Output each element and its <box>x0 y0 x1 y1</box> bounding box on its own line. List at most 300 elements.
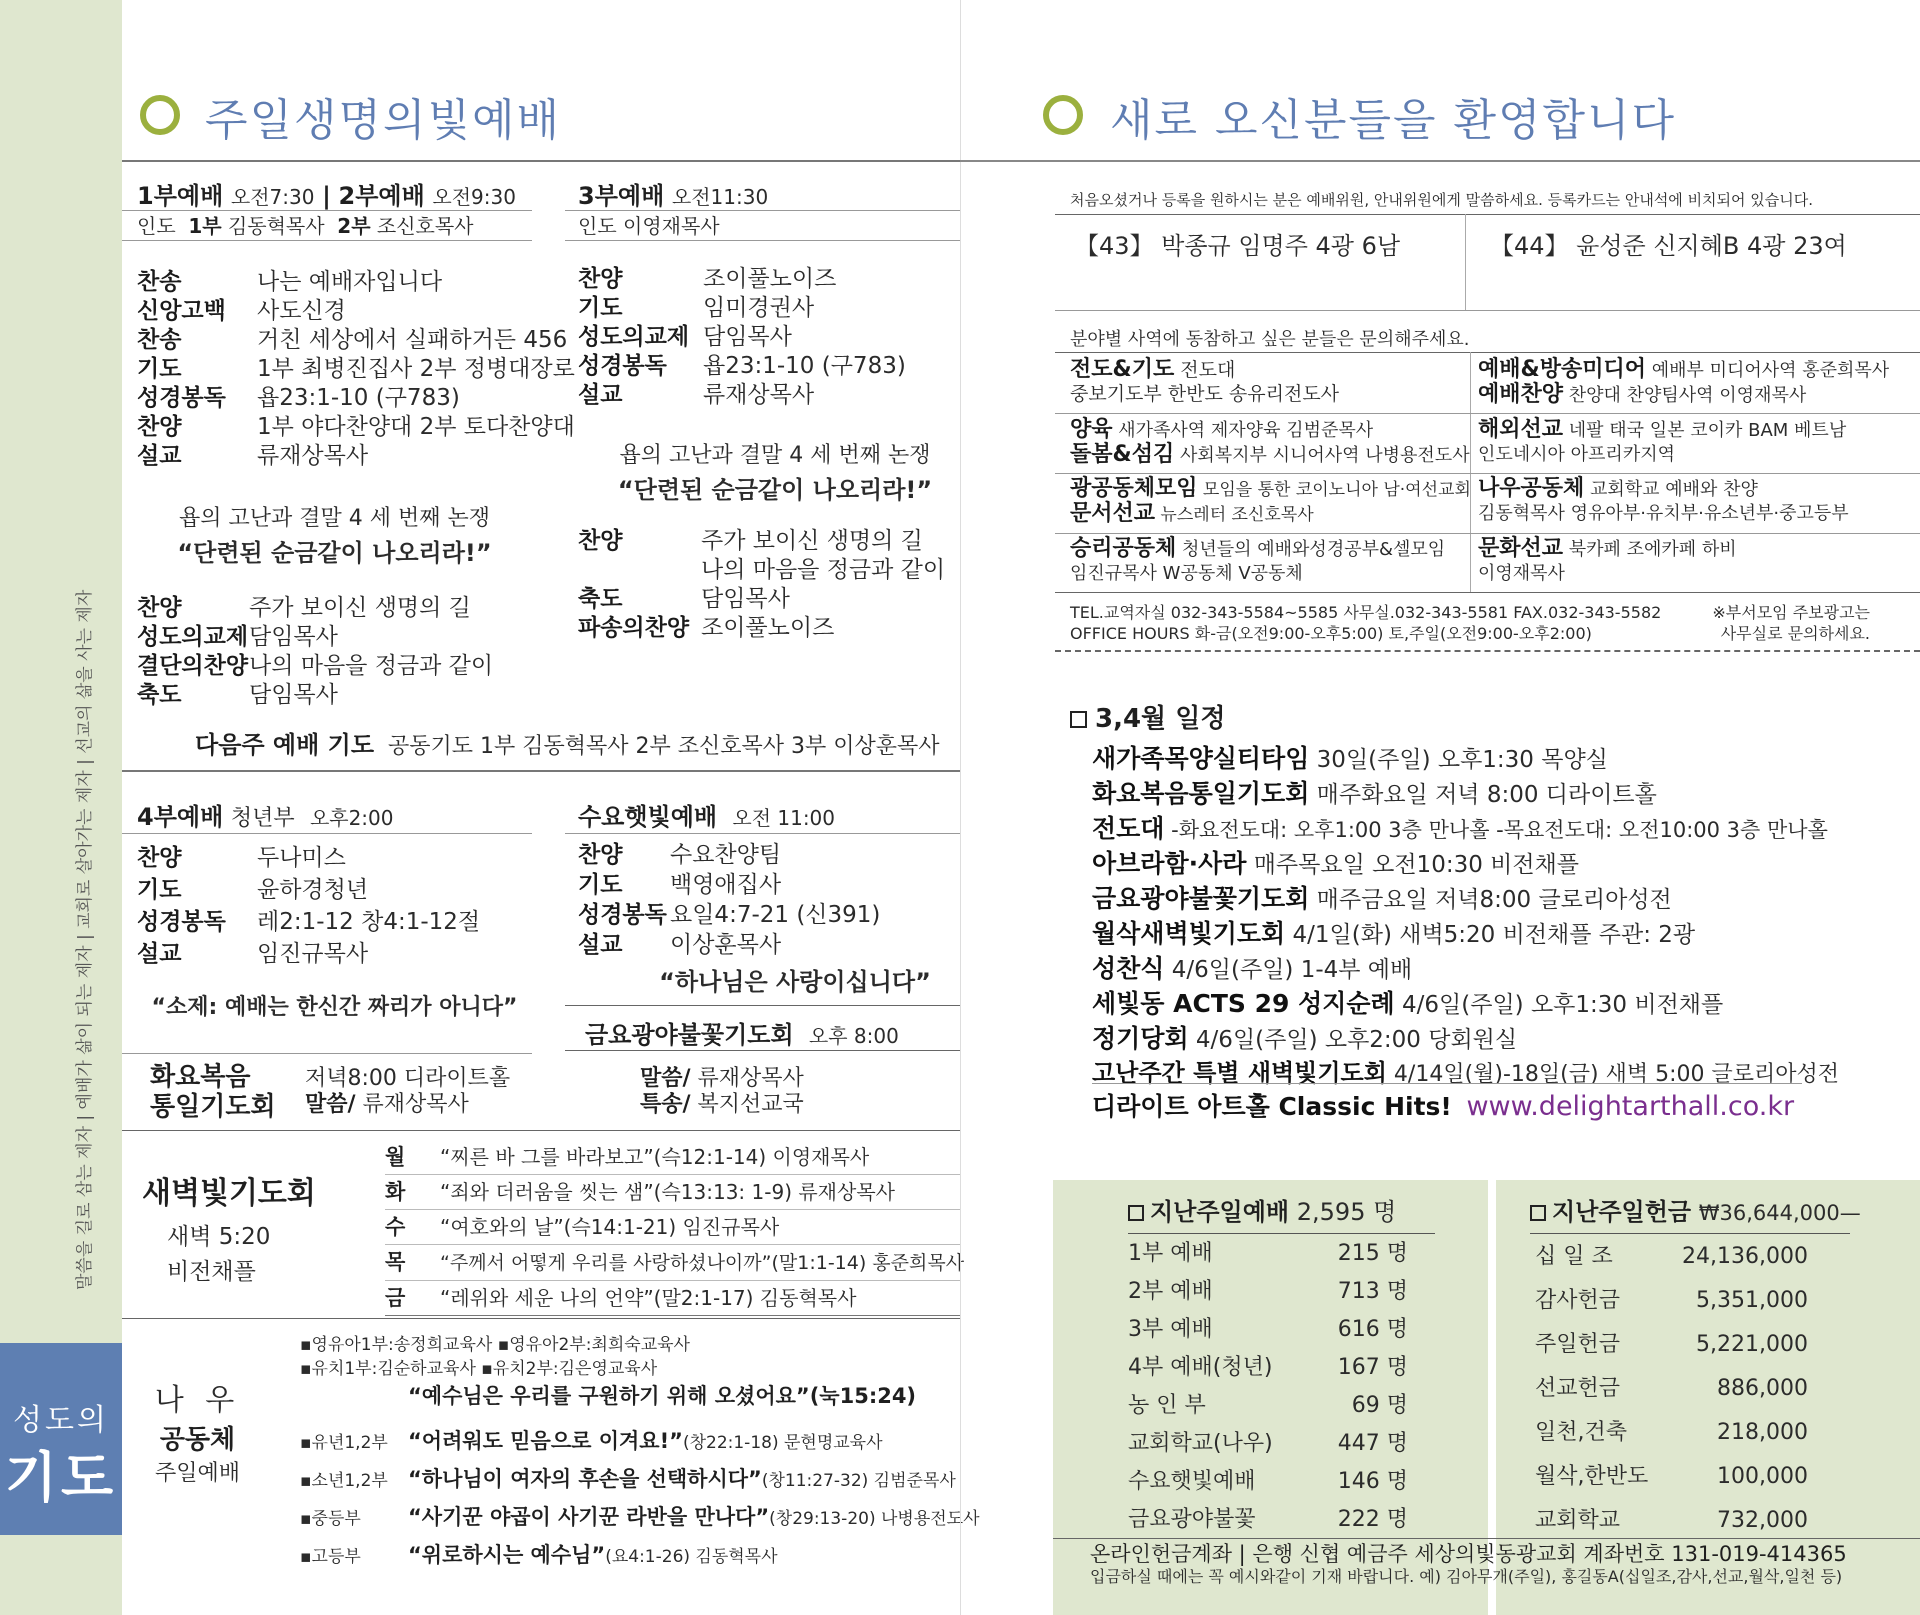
order-key: 찬송 <box>137 327 182 353</box>
order-key: 기도 <box>137 356 182 382</box>
nau-community <box>150 1375 245 1487</box>
order-key: 성도의교제 <box>578 324 690 350</box>
divider <box>1055 214 1920 215</box>
fri-detail-row <box>640 1092 804 1118</box>
fri-service-time: 오후 8:00 <box>808 1024 899 1048</box>
nau-item <box>300 1537 980 1575</box>
section-tab <box>0 1343 122 1535</box>
schedule-item <box>1092 987 1839 1022</box>
divider <box>1092 1083 1802 1084</box>
ministry-cell <box>1070 477 1471 527</box>
nau-label: 주일예배 <box>154 1461 240 1486</box>
order-key: 찬양 <box>578 842 623 868</box>
service-4-name: 4부예배 <box>137 803 224 831</box>
order-key: 성경봉독 <box>578 353 667 379</box>
order-key: 찬송 <box>137 269 182 295</box>
contact-note-line2: 사무실로 문의하세요. <box>1720 624 1870 643</box>
nau-item-title: “하나님이 여자의 후손을 선택하시다” <box>408 1467 762 1491</box>
offering-value: 218,000 <box>1717 1420 1808 1445</box>
service-4-order <box>137 842 480 970</box>
dawn-day: 수 <box>385 1215 406 1239</box>
order-key: 찬양 <box>137 845 182 871</box>
fri-detail-value: 류재상목사 <box>697 1066 804 1091</box>
order-key: 설교 <box>137 443 182 469</box>
nau-schedule <box>300 1333 980 1575</box>
order-key: 기도 <box>578 295 623 321</box>
dawn-day-row <box>385 1175 960 1210</box>
order-value: 윤하경청년 <box>257 877 369 903</box>
arthall-promo <box>1092 1090 1794 1125</box>
order-value: 임진규목사 <box>257 941 369 967</box>
schedule-item <box>1092 742 1839 777</box>
divider <box>122 240 532 241</box>
order-key: 찬양 <box>137 414 182 440</box>
dawn-day: 목 <box>385 1250 406 1274</box>
order-value: 이상훈목사 <box>670 932 782 958</box>
dawn-prayer-list <box>385 1140 965 1316</box>
divider <box>565 240 960 241</box>
section-tab-line2: 기도 <box>4 1446 118 1509</box>
fri-detail-value: 복지선교국 <box>697 1092 804 1117</box>
offering-total: ₩36,644,000— <box>1698 1201 1861 1225</box>
offering-value: 5,221,000 <box>1696 1332 1808 1357</box>
next-week-prayer <box>195 731 940 761</box>
order-key: 성경봉독 <box>137 909 226 935</box>
ministry-cell <box>1478 537 1737 586</box>
order-row <box>137 906 480 938</box>
dawn-day-text: “죄와 더러움을 씻는 샘”(슥13:13: 1-9) 류재상목사 <box>440 1180 895 1204</box>
order-value: 조이풀노이즈 <box>701 615 835 641</box>
tue-detail-value: 류재상목사 <box>362 1092 469 1117</box>
schedule-value: 매주금요일 저녁8:00 글로리아성전 <box>1316 887 1672 913</box>
ministry-key2: 문서선교 <box>1070 501 1156 526</box>
tue-name-line1: 화요복음 <box>150 1062 251 1092</box>
dawn-prayer-place: 비전채플 <box>167 1259 256 1285</box>
nau-item-dept: ▪유년1,2부 <box>300 1433 388 1453</box>
tue-detail-time: 저녁8:00 디라이트홀 <box>305 1066 511 1091</box>
order-value: 나는 예배자입니다 <box>257 269 443 295</box>
offering-row <box>1535 1279 1808 1323</box>
order-value: 나의 마음을 정금과 같이 <box>249 653 494 679</box>
nau-item-ref: (요4:1-26) 김동혁목사 <box>605 1547 778 1567</box>
page-title-right: 새로 오신분들을 환영합니다 <box>1110 95 1677 146</box>
service-3-name: 3부예배 <box>578 182 665 210</box>
ministry-value: 전도대 <box>1180 359 1236 381</box>
order-value: 나의 마음을 정금과 같이 <box>701 557 946 583</box>
nau-item-ref: (창22:1-18) 문현명교육사 <box>682 1433 883 1453</box>
attendance-row <box>1128 1235 1408 1273</box>
divider <box>122 1053 532 1054</box>
arthall-url[interactable]: www.delightarthall.co.kr <box>1466 1091 1795 1122</box>
fri-detail-key: 말씀/ <box>640 1066 691 1091</box>
wed-service-sermon: “하나님은 사랑이십니다” <box>659 968 931 996</box>
ministry-value2: 중보기도부 한반도 송유리전도사 <box>1070 383 1340 405</box>
schedule-item <box>1092 847 1839 882</box>
order-row <box>578 556 945 585</box>
ministry-key: 양육 <box>1070 417 1113 442</box>
order-key: 설교 <box>137 941 182 967</box>
service-1-name: 1부예배 <box>137 182 224 210</box>
account-line: 온라인헌금계좌 | 은행 신협 예금주 세상의빛동광교회 계좌번호 131-019-414365 <box>1090 1542 1847 1566</box>
dawn-day: 월 <box>385 1145 406 1169</box>
attendance-value: 215 명 <box>1337 1241 1408 1266</box>
attendance-value: 167 명 <box>1337 1355 1408 1380</box>
divider <box>122 770 960 772</box>
offering-row <box>1535 1323 1808 1367</box>
order-key: 축도 <box>578 586 623 612</box>
schedule-value: 4/6일(주일) 오후1:30 비전채플 <box>1402 992 1724 1018</box>
schedule-item <box>1092 917 1839 952</box>
order-row <box>578 294 906 323</box>
ministry-key: 예배&방송미디어 <box>1478 357 1646 382</box>
leader-part2: 2부 <box>337 214 371 238</box>
ministry-value2: 찬양대 찬양팀사역 이영재목사 <box>1568 385 1807 406</box>
nau-item-ref: (창11:27-32) 김범준목사 <box>761 1471 956 1491</box>
dawn-day: 화 <box>385 1180 406 1204</box>
service-4-time: 오후2:00 <box>309 806 394 830</box>
newcomer-notice: 처음오셨거나 등록을 원하시는 분은 예배위원, 안내위원에게 말씀하세요. 등록카드는 안내석에 비치되어 있습니다. <box>1070 191 1814 209</box>
order-value: 1부 최병진집사 2부 정병대장로 <box>257 356 575 382</box>
schedule-value: 4/1일(화) 새벽5:20 비전채플 주관: 2광 <box>1292 922 1696 948</box>
order-value: 담임목사 <box>703 324 792 350</box>
offering-row <box>1535 1411 1808 1455</box>
attendance-row <box>1128 1273 1408 1311</box>
order-row <box>137 874 480 906</box>
dawn-day-row <box>385 1210 960 1245</box>
schedule-item <box>1092 882 1839 917</box>
divider <box>122 1318 960 1319</box>
dawn-day-row <box>385 1140 960 1175</box>
dawn-day-text: “주께서 어떻게 우리를 사랑하셨나이까”(말1:1-14) 홍준희목사 <box>440 1252 965 1274</box>
ministry-value: 교회학교 예배와 찬양 <box>1590 479 1758 500</box>
nau-item <box>300 1423 980 1461</box>
divider <box>1055 473 1920 474</box>
schedule-list <box>1092 742 1839 1091</box>
offering-value: 100,000 <box>1717 1464 1808 1489</box>
order-value: 주가 보이신 생명의 길 <box>249 595 471 621</box>
nau-kids-sermon: “예수님은 우리를 구원하기 위해 오셨어요”(눅15:24) <box>408 1384 917 1408</box>
schedule-value: -화요전도대: 오후1:00 3층 만나홀 -목요전도대: 오전10:00 3층 만나홀 <box>1171 818 1828 842</box>
service-12-order <box>137 268 575 471</box>
dawn-prayer-time: 새벽 5:20 <box>167 1224 271 1250</box>
offering-label: 감사헌금 <box>1535 1288 1621 1313</box>
divider <box>1055 310 1920 311</box>
arthall-label: 디라이트 아트홀 Classic Hits! <box>1092 1092 1452 1121</box>
dawn-day: 금 <box>385 1286 406 1310</box>
attendance-label: 2부 예배 <box>1128 1279 1213 1304</box>
order-value: 담임목사 <box>249 682 338 708</box>
ministry-key2: 돌봄&섬김 <box>1070 442 1175 467</box>
order-row <box>137 681 493 710</box>
order-key: 기도 <box>578 872 623 898</box>
ministry-key: 광공동체모임 <box>1070 476 1198 501</box>
order-key: 성경봉독 <box>137 385 226 411</box>
attendance-value: 616 명 <box>1337 1317 1408 1342</box>
divider <box>565 1005 960 1006</box>
order-row <box>137 413 575 442</box>
order-key: 찬양 <box>578 528 623 554</box>
schedule-item <box>1092 952 1839 987</box>
offering-label: 십 일 조 <box>1535 1244 1613 1269</box>
order-row <box>578 840 880 870</box>
service-12-header <box>137 176 516 211</box>
schedule-value: 4/6일(주일) 오후2:00 당회원실 <box>1195 1027 1518 1053</box>
tue-service-name <box>150 1062 276 1122</box>
attendance-value: 447 명 <box>1337 1431 1408 1456</box>
service-2-name: 2부예배 <box>338 182 425 210</box>
attendance-title <box>1128 1192 1435 1234</box>
ministry-value2: 임진규목사 W공동체 V공동체 <box>1070 563 1303 584</box>
attendance-label: 4부 예배(청년) <box>1128 1355 1273 1380</box>
wed-service-name: 수요햇빛예배 <box>578 803 718 831</box>
ministry-key2: 예배찬양 <box>1478 382 1564 407</box>
order-value: 요일4:7-21 (신391) <box>670 902 881 928</box>
divider <box>1055 650 1920 652</box>
order-value: 류재상목사 <box>257 443 369 469</box>
square-bullet-icon <box>1128 1205 1144 1221</box>
divider <box>565 210 960 211</box>
schedule-key: 월삭새벽빛기도회 <box>1092 919 1286 948</box>
vertical-motto-text: 말씀을 길로 삼는 제자 | 예배가 삶이 되는 제자 | 교회로 살아가는 제자 | 선교의 삶을 사는 제자 <box>75 589 95 1290</box>
order-row <box>137 938 480 970</box>
schedule-item <box>1092 1022 1839 1057</box>
ministry-key: 문화선교 <box>1478 536 1564 561</box>
ministry-cell <box>1478 477 1849 526</box>
account-note: 입금하실 때에는 꼭 예시와같이 기재 바랍니다. 예) 김아무개(주일), 홍길동A(십일조,감사,선교,월삭,일천 등) <box>1090 1567 1843 1586</box>
order-key: 기도 <box>137 877 182 903</box>
leader-part1: 1부 <box>188 214 222 238</box>
offering-label: 월삭,한반도 <box>1535 1464 1649 1489</box>
sermon-topic: 욥의 고난과 결말 4 세 번째 논쟁 <box>619 443 931 468</box>
offering-row <box>1535 1367 1808 1411</box>
order-row <box>578 585 945 614</box>
order-row <box>137 652 493 681</box>
order-value: 담임목사 <box>249 624 338 650</box>
contact-info <box>1070 602 1661 644</box>
offering-value: 886,000 <box>1717 1376 1808 1401</box>
order-row <box>578 870 880 900</box>
contact-note <box>1700 602 1870 644</box>
nau-item <box>300 1461 980 1499</box>
ministry-value: 예배부 미디어사역 홍준희목사 <box>1651 360 1890 381</box>
order-row <box>137 384 575 413</box>
order-row <box>578 614 945 643</box>
ministry-cell <box>1478 418 1846 467</box>
service-3-header <box>578 176 768 211</box>
nau-item-ref: (창29:13-20) 나병용전도사 <box>769 1509 980 1529</box>
order-key: 찬양 <box>578 266 623 292</box>
order-row <box>578 900 880 930</box>
service-3-leader: 인도 이영재목사 <box>578 214 720 238</box>
order-value: 수요찬양팀 <box>670 842 782 868</box>
ministry-value2: 이영재목사 <box>1478 563 1565 584</box>
attendance-total: 2,595 명 <box>1296 1198 1397 1226</box>
service-4-group: 청년부 <box>230 806 295 831</box>
ministry-value: 모임을 통한 코이노니아 남·여선교회 <box>1202 480 1471 500</box>
service-3-order2 <box>578 527 945 643</box>
next-week-prayer-label: 다음주 예배 기도 <box>195 731 374 759</box>
title-ring-icon <box>1043 95 1083 135</box>
order-value: 욥23:1-10 (구783) <box>257 385 460 411</box>
ministry-value: 새가족사역 제자양육 김범준목사 <box>1118 420 1374 441</box>
dawn-day-text: “레위와 세운 나의 언약”(말2:1-17) 김동혁목사 <box>440 1286 857 1310</box>
order-key: 축도 <box>137 682 182 708</box>
offering-row <box>1535 1499 1808 1543</box>
ministry-key: 해외선교 <box>1478 417 1564 442</box>
schedule-key: 새가족목양실티타임 <box>1092 744 1310 773</box>
separator: | <box>322 182 331 210</box>
order-key: 결단의찬양 <box>137 653 249 679</box>
fri-service-header <box>585 1015 899 1050</box>
order-value: 임미경권사 <box>703 295 815 321</box>
schedule-key: 정기당회 <box>1092 1024 1189 1053</box>
divider <box>565 1050 960 1051</box>
service-12-leader <box>137 212 474 241</box>
dawn-day-row <box>385 1281 960 1316</box>
dawn-prayer-title: 새벽빛기도회 <box>142 1176 316 1211</box>
order-key: 신앙고백 <box>137 298 226 324</box>
schedule-key: 고난주간 특별 새벽빛기도회 <box>1092 1059 1387 1087</box>
attendance-row <box>1128 1387 1408 1425</box>
order-value: 레2:1-12 창4:1-12절 <box>257 909 481 935</box>
schedule-key: 화요복음통일기도회 <box>1092 779 1310 808</box>
ministry-value: 청년들의 예배와성경공부&셀모임 <box>1182 539 1446 560</box>
section-tab-line1: 성도의 <box>13 1403 109 1438</box>
schedule-value: 4/6일(주일) 1-4부 예배 <box>1171 957 1413 983</box>
attendance-value: 713 명 <box>1337 1279 1408 1304</box>
divider <box>565 833 960 834</box>
nau-item-dept: ▪중등부 <box>300 1509 361 1529</box>
contact-phone: TEL.교역자실 032-343-5584~5585 사무실.032-343-5581 FAX.032-343-5582 <box>1070 603 1662 622</box>
ministry-key: 전도&기도 <box>1070 357 1175 382</box>
attendance-label: 금요광야불꽃 <box>1128 1507 1256 1532</box>
attendance-row <box>1128 1311 1408 1349</box>
ministry-cell <box>1070 358 1339 406</box>
order-row <box>137 297 575 326</box>
schedule-key: 금요광야불꽃기도회 <box>1092 884 1310 913</box>
nau-item-dept: ▪소년1,2부 <box>300 1471 388 1491</box>
offering-row <box>1535 1235 1808 1279</box>
service-3-time: 오전11:30 <box>671 185 769 209</box>
offering-row <box>1535 1455 1808 1499</box>
offering-title-text: 지난주일헌금 <box>1552 1198 1692 1226</box>
dawn-prayer-info <box>142 1168 316 1286</box>
contact-hours: OFFICE HOURS 화-금(오전9:00-오후5:00) 토,주일(오전9:00-오후2:00) <box>1070 624 1592 643</box>
attendance-label: 교회학교(나우) <box>1128 1431 1273 1456</box>
attendance-value: 222 명 <box>1337 1507 1408 1532</box>
title-ring-icon <box>140 95 180 135</box>
sermon-title: “단련된 순금같이 나오리라!” <box>617 476 933 504</box>
leader-name1: 김동혁목사 <box>227 214 325 238</box>
attendance-table <box>1128 1235 1408 1539</box>
page-title-left: 주일생명의빛예배 <box>205 95 562 146</box>
divider <box>122 833 532 834</box>
attendance-value: 69 명 <box>1351 1393 1408 1418</box>
ministry-cell <box>1070 418 1470 468</box>
schedule-item <box>1092 812 1839 847</box>
wed-service-time: 오전 11:00 <box>732 806 836 830</box>
ministry-value2: 인도네시아 아프리카지역 <box>1478 444 1675 465</box>
service-4-header <box>137 797 394 832</box>
schedule-title <box>1070 698 1225 735</box>
order-row <box>578 352 906 381</box>
square-bullet-icon <box>1070 711 1087 728</box>
order-value: 사도신경 <box>257 298 346 324</box>
attendance-row <box>1128 1463 1408 1501</box>
fri-service-name: 금요광야불꽃기도회 <box>585 1021 794 1049</box>
order-row <box>578 265 906 294</box>
order-value: 담임목사 <box>701 586 790 612</box>
leader-label: 인도 <box>137 214 176 238</box>
order-row <box>578 930 880 960</box>
nau-subtitle: 공동체 <box>159 1425 236 1455</box>
offering-label: 주일헌금 <box>1535 1332 1621 1357</box>
dawn-day-text: “여호와의 날”(슥14:1-21) 임진규목사 <box>440 1215 780 1239</box>
service-4-sermon: “소제: 예배는 한신간 짜리가 아니다” <box>151 995 518 1020</box>
next-week-prayer-text: 공동기도 1부 김동혁목사 2부 조신호목사 3부 이상훈목사 <box>388 734 940 759</box>
order-key: 성도의교제 <box>137 624 249 650</box>
dawn-day-row <box>385 1245 965 1281</box>
nau-item-title: “어려워도 믿음으로 이겨요!” <box>408 1429 683 1453</box>
order-row <box>137 326 575 355</box>
ministry-note: 분야별 사역에 동참하고 싶은 분들은 문의해주세요. <box>1070 329 1470 350</box>
ministry-value2: 김동혁목사 영유아부·유치부·유소년부·중고등부 <box>1478 503 1849 524</box>
schedule-key: 세빛동 ACTS 29 성지순례 <box>1092 989 1395 1018</box>
newcomer-1: 【43】 박종규 임명주 4광 6남 <box>1075 232 1401 260</box>
wed-service-order <box>578 840 880 960</box>
offering-value: 732,000 <box>1717 1508 1808 1533</box>
dawn-day-text: “찌른 바 그를 바라보고”(슥12:1-14) 이영재목사 <box>440 1145 870 1169</box>
service-2-time: 오전9:30 <box>432 185 516 209</box>
divider <box>1055 413 1920 414</box>
square-bullet-icon <box>1530 1205 1546 1221</box>
divider <box>1055 533 1920 534</box>
order-key: 파송의찬양 <box>578 615 690 641</box>
order-value: 욥23:1-10 (구783) <box>703 353 906 379</box>
divider <box>960 160 1920 162</box>
online-account <box>1090 1541 1847 1587</box>
schedule-value: 매주화요일 저녁 8:00 디라이트홀 <box>1316 782 1657 808</box>
divider <box>1053 1538 1920 1539</box>
schedule-value: 4/14일(월)-18일(금) 새벽 5:00 글로리아성전 <box>1393 1062 1839 1087</box>
order-value: 조이풀노이즈 <box>703 266 837 292</box>
nau-line: ▪유치1부:김순하교육사 ▪유치2부:김은영교육사 <box>300 1359 658 1379</box>
ministry-key: 승리공동체 <box>1070 536 1177 561</box>
wed-service-header <box>578 797 835 832</box>
attendance-row <box>1128 1349 1408 1387</box>
contact-note-line1: ※부서모임 주보광고는 <box>1712 603 1870 622</box>
tue-name-line2: 통일기도회 <box>150 1092 276 1122</box>
order-row <box>578 527 945 556</box>
divider <box>1465 214 1466 310</box>
nau-item-title: “사기꾼 야곱이 사기꾼 라반을 만나다” <box>408 1505 770 1529</box>
ministry-value2: 사회복지부 시니어사역 나병용전도사 <box>1179 445 1470 466</box>
offering-label: 교회학교 <box>1535 1508 1621 1533</box>
ministry-key: 나우공동체 <box>1478 476 1585 501</box>
order-value: 거친 세상에서 실패하거든 456 <box>257 327 568 353</box>
nau-line: ▪영유아1부:송정희교육사 ▪영유아2부:최희숙교육사 <box>300 1335 690 1355</box>
order-row <box>137 623 493 652</box>
ministry-value: 북카페 조에카페 하비 <box>1568 539 1737 560</box>
attendance-row <box>1128 1425 1408 1463</box>
order-value: 백영애집사 <box>670 872 782 898</box>
nau-item <box>300 1499 980 1537</box>
page-spine <box>960 0 961 1615</box>
schedule-key: 아브라함·사라 <box>1092 849 1247 878</box>
fri-detail-row <box>640 1066 804 1092</box>
divider <box>1055 352 1920 353</box>
offering-table <box>1535 1235 1808 1543</box>
